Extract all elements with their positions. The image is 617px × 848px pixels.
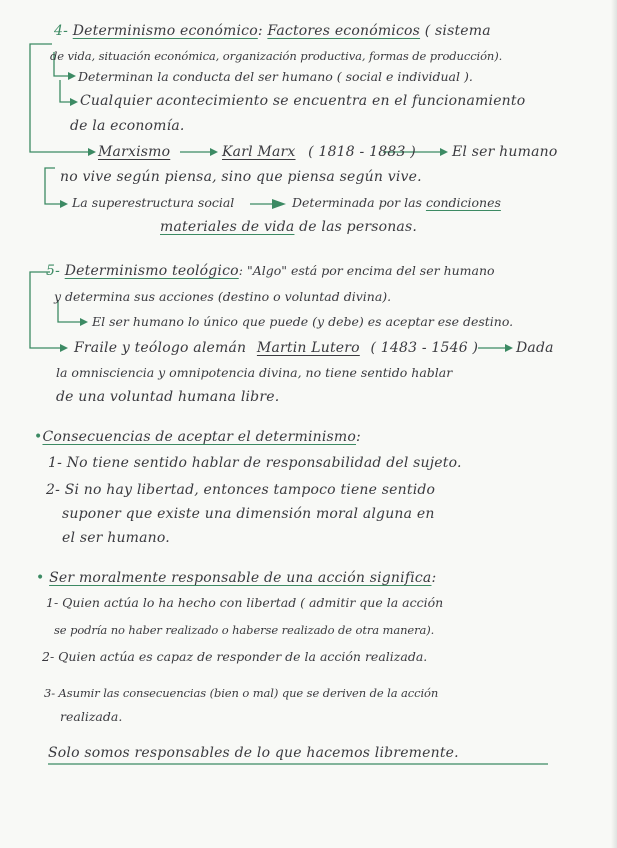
consequences-item-2a: 2- Si no hay libertad, entonces tampoco tiene sentido xyxy=(46,482,436,498)
consequences-bullet: • xyxy=(34,429,43,445)
section-5-line2: y determina sus acciones (destino o voluntad divina). xyxy=(54,289,392,304)
section-5-line4-rest: Dada xyxy=(516,340,554,356)
section-4-line4: Cualquier acontecimiento se encuentra en el funcionamiento xyxy=(80,93,526,109)
marx-name-line xyxy=(222,143,416,161)
section-4-title: Determinismo económico xyxy=(72,23,258,39)
responsibility-colon: : xyxy=(431,570,437,586)
responsibility-item-3b: realizada. xyxy=(60,709,123,724)
section-5-number: 5- xyxy=(46,263,61,279)
section-4-number: 4- xyxy=(54,23,69,39)
responsibility-heading-line xyxy=(36,569,436,587)
section-4-title-line xyxy=(54,22,491,40)
consequences-heading-line xyxy=(34,428,361,446)
responsibility-item-2: 2- Quien actúa es capaz de responder de la acción realizada. xyxy=(42,649,428,664)
section-4-line2: de vida, situación económica, organización productiva, formas de producción). xyxy=(50,49,503,63)
page-edge-shadow xyxy=(611,0,617,848)
section-4-line9 xyxy=(160,218,417,236)
consequences-item-2c: el ser humano. xyxy=(62,530,170,546)
section-4-line1-rest: ( sistema xyxy=(424,23,491,39)
marxism-line xyxy=(98,143,170,161)
responsibility-item-1a: 1- Quien actúa lo ha hecho con libertad ( admitir que la acción xyxy=(46,595,444,610)
section-5-line6: de una voluntad humana libre. xyxy=(56,389,280,405)
conclusion: Solo somos responsables de lo que hacemos libremente. xyxy=(48,745,459,761)
marx-name: Karl Marx xyxy=(222,144,296,160)
section-4-line7: no vive según piensa, sino que piensa según vive. xyxy=(60,169,422,185)
luther-dates: ( 1483 - 1546 ) xyxy=(370,340,479,356)
consequences-colon: : xyxy=(356,429,361,445)
marx-dates: ( 1818 - 1883 ) xyxy=(308,144,416,160)
section-4-line3: Determinan la conducta del ser humano ( social e individual ). xyxy=(78,69,473,84)
responsibility-bullet: • xyxy=(36,570,45,586)
section-4-line8-b xyxy=(292,194,501,212)
section-5-title: Determinismo teológico xyxy=(64,263,239,279)
section-4-factors: Factores económicos xyxy=(267,23,421,39)
responsibility-item-3a: 3- Asumir las consecuencias (bien o mal) que se deriven de la acción xyxy=(44,686,439,700)
determined-by: Determinada por las xyxy=(292,195,422,210)
consequences-item-2b: suponer que existe una dimensión moral alguna en xyxy=(62,506,435,522)
section-5-line4 xyxy=(74,339,478,357)
responsibility-heading: Ser moralmente responsable de una acción significa xyxy=(49,570,432,586)
consequences-heading: Consecuencias de aceptar el determinismo xyxy=(42,429,357,445)
luther-name: Martin Lutero xyxy=(256,340,360,356)
marxism-label: Marxismo xyxy=(98,144,171,160)
section-4-line5: de la economía. xyxy=(70,118,185,134)
section-5-line5: la omnisciencia y omnipotencia divina, no tiene sentido hablar xyxy=(56,365,453,380)
section-5-line1-rest: : "Algo" está por encima del ser humano xyxy=(238,263,495,278)
material-conditions: materiales de vida xyxy=(160,219,295,235)
marx-rest: El ser humano xyxy=(452,144,558,160)
conditions-word: condiciones xyxy=(425,195,501,210)
section-5-title-line xyxy=(46,262,495,280)
section-4-colon: : xyxy=(257,23,263,39)
of-people: de las personas. xyxy=(299,219,418,235)
superstructure-label: La superestructura social xyxy=(72,195,235,210)
luther-description: Fraile y teólogo alemán xyxy=(74,340,247,356)
section-5-line3: El ser humano lo único que puede (y debe) es aceptar ese destino. xyxy=(92,314,514,329)
consequences-item-1: 1- No tiene sentido hablar de responsabilidad del sujeto. xyxy=(48,455,462,471)
responsibility-item-1b: se podría no haber realizado o haberse realizado de otra manera). xyxy=(54,623,435,637)
